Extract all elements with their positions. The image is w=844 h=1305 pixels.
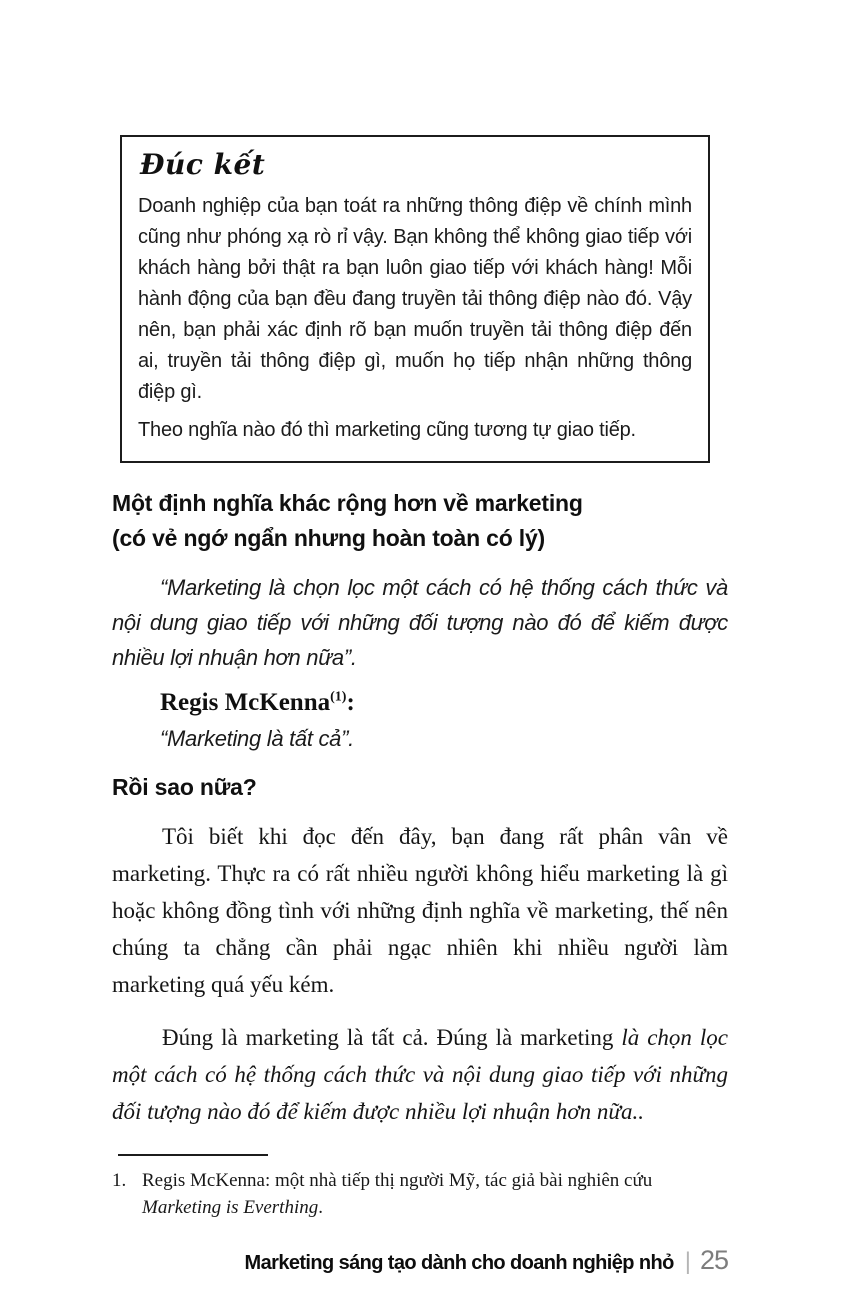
footnote-number: 1. xyxy=(112,1170,127,1191)
discussion-paragraph-1: Tôi biết khi đọc đến đây, bạn đang rất phân vân về marketing. Thực ra có rất nhiều người không hiểu marketing là gì hoặc không đồng tình với những định nghĩa về marketing, thế nên chúng ta chẳng cần phải ngạc nhiên khi nhiều người làm marketing quá yếu kém. xyxy=(112,824,728,997)
footnote-text-normal: Regis McKenna: một nhà tiếp thị người Mỹ, tác giả bài nghiên cứu xyxy=(142,1170,653,1191)
footer-page-number: 25 xyxy=(699,1245,728,1275)
footnote-text-suffix: . xyxy=(318,1197,323,1218)
discussion-paragraph-2-italic: là chọn lọc một cách có hệ thống cách thức và nội dung giao tiếp với những đối tượng nào đó để kiếm được nhiều lợi nhuận hơn nữa.. xyxy=(112,1025,728,1124)
footnote-divider xyxy=(118,1154,268,1156)
summary-box-paragraph-1: Doanh nghiệp của bạn toát ra những thông điệp về chính mình cũng như phóng xạ rò rỉ vậy. Bạn không thể không giao tiếp với khách hàng bởi thật ra bạn luôn giao tiếp với khách hàng! Mỗi hành động của bạn đều đang truyền tải thông điệp nào đó. Vậy nên, bạn phải xác định rõ bạn muốn truyền tải thông điệp đến ai, truyền tải thông điệp gì, muốn họ tiếp nhận những thông điệp gì. xyxy=(138,195,692,403)
author-name: Regis McKenna xyxy=(160,689,331,716)
definition-heading-line2: (có vẻ ngớ ngẩn nhưng hoàn toàn có lý) xyxy=(112,525,546,551)
footer-book-title: Marketing sáng tạo dành cho doanh nghiệp nhỏ xyxy=(244,1252,674,1274)
footnote-reference-marker: (1) xyxy=(330,689,347,705)
discussion-paragraph-2 xyxy=(112,1019,728,1130)
footnote-text-italic: Marketing is Everthing xyxy=(142,1197,319,1218)
author-colon: : xyxy=(346,689,355,716)
marketing-definition-quote: “Marketing là chọn lọc một cách có hệ thống cách thức và nội dung giao tiếp với những đối tượng nào đó để kiếm được nhiều lợi nhuận hơn nữa”. xyxy=(112,575,728,670)
author-quote: “Marketing là tất cả”. xyxy=(160,726,354,751)
page-footer xyxy=(112,1245,728,1276)
footer-separator: | xyxy=(684,1248,691,1275)
footnote-text xyxy=(142,1167,728,1221)
summary-box-paragraph-2: Theo nghĩa nào đó thì marketing cũng tương tự giao tiếp. xyxy=(138,419,636,441)
discussion-paragraph-2-normal: Đúng là marketing là tất cả. Đúng là marketing xyxy=(162,1025,622,1050)
discussion-heading: Rồi sao nữa? xyxy=(112,774,257,800)
summary-box xyxy=(120,135,710,463)
definition-heading-line1: Một định nghĩa khác rộng hơn về marketing xyxy=(112,490,583,516)
definition-heading xyxy=(112,486,728,556)
footnote xyxy=(112,1167,728,1221)
page-content-column xyxy=(112,0,728,1276)
summary-box-title: Đúc kết xyxy=(140,148,266,181)
author-line xyxy=(160,688,728,718)
